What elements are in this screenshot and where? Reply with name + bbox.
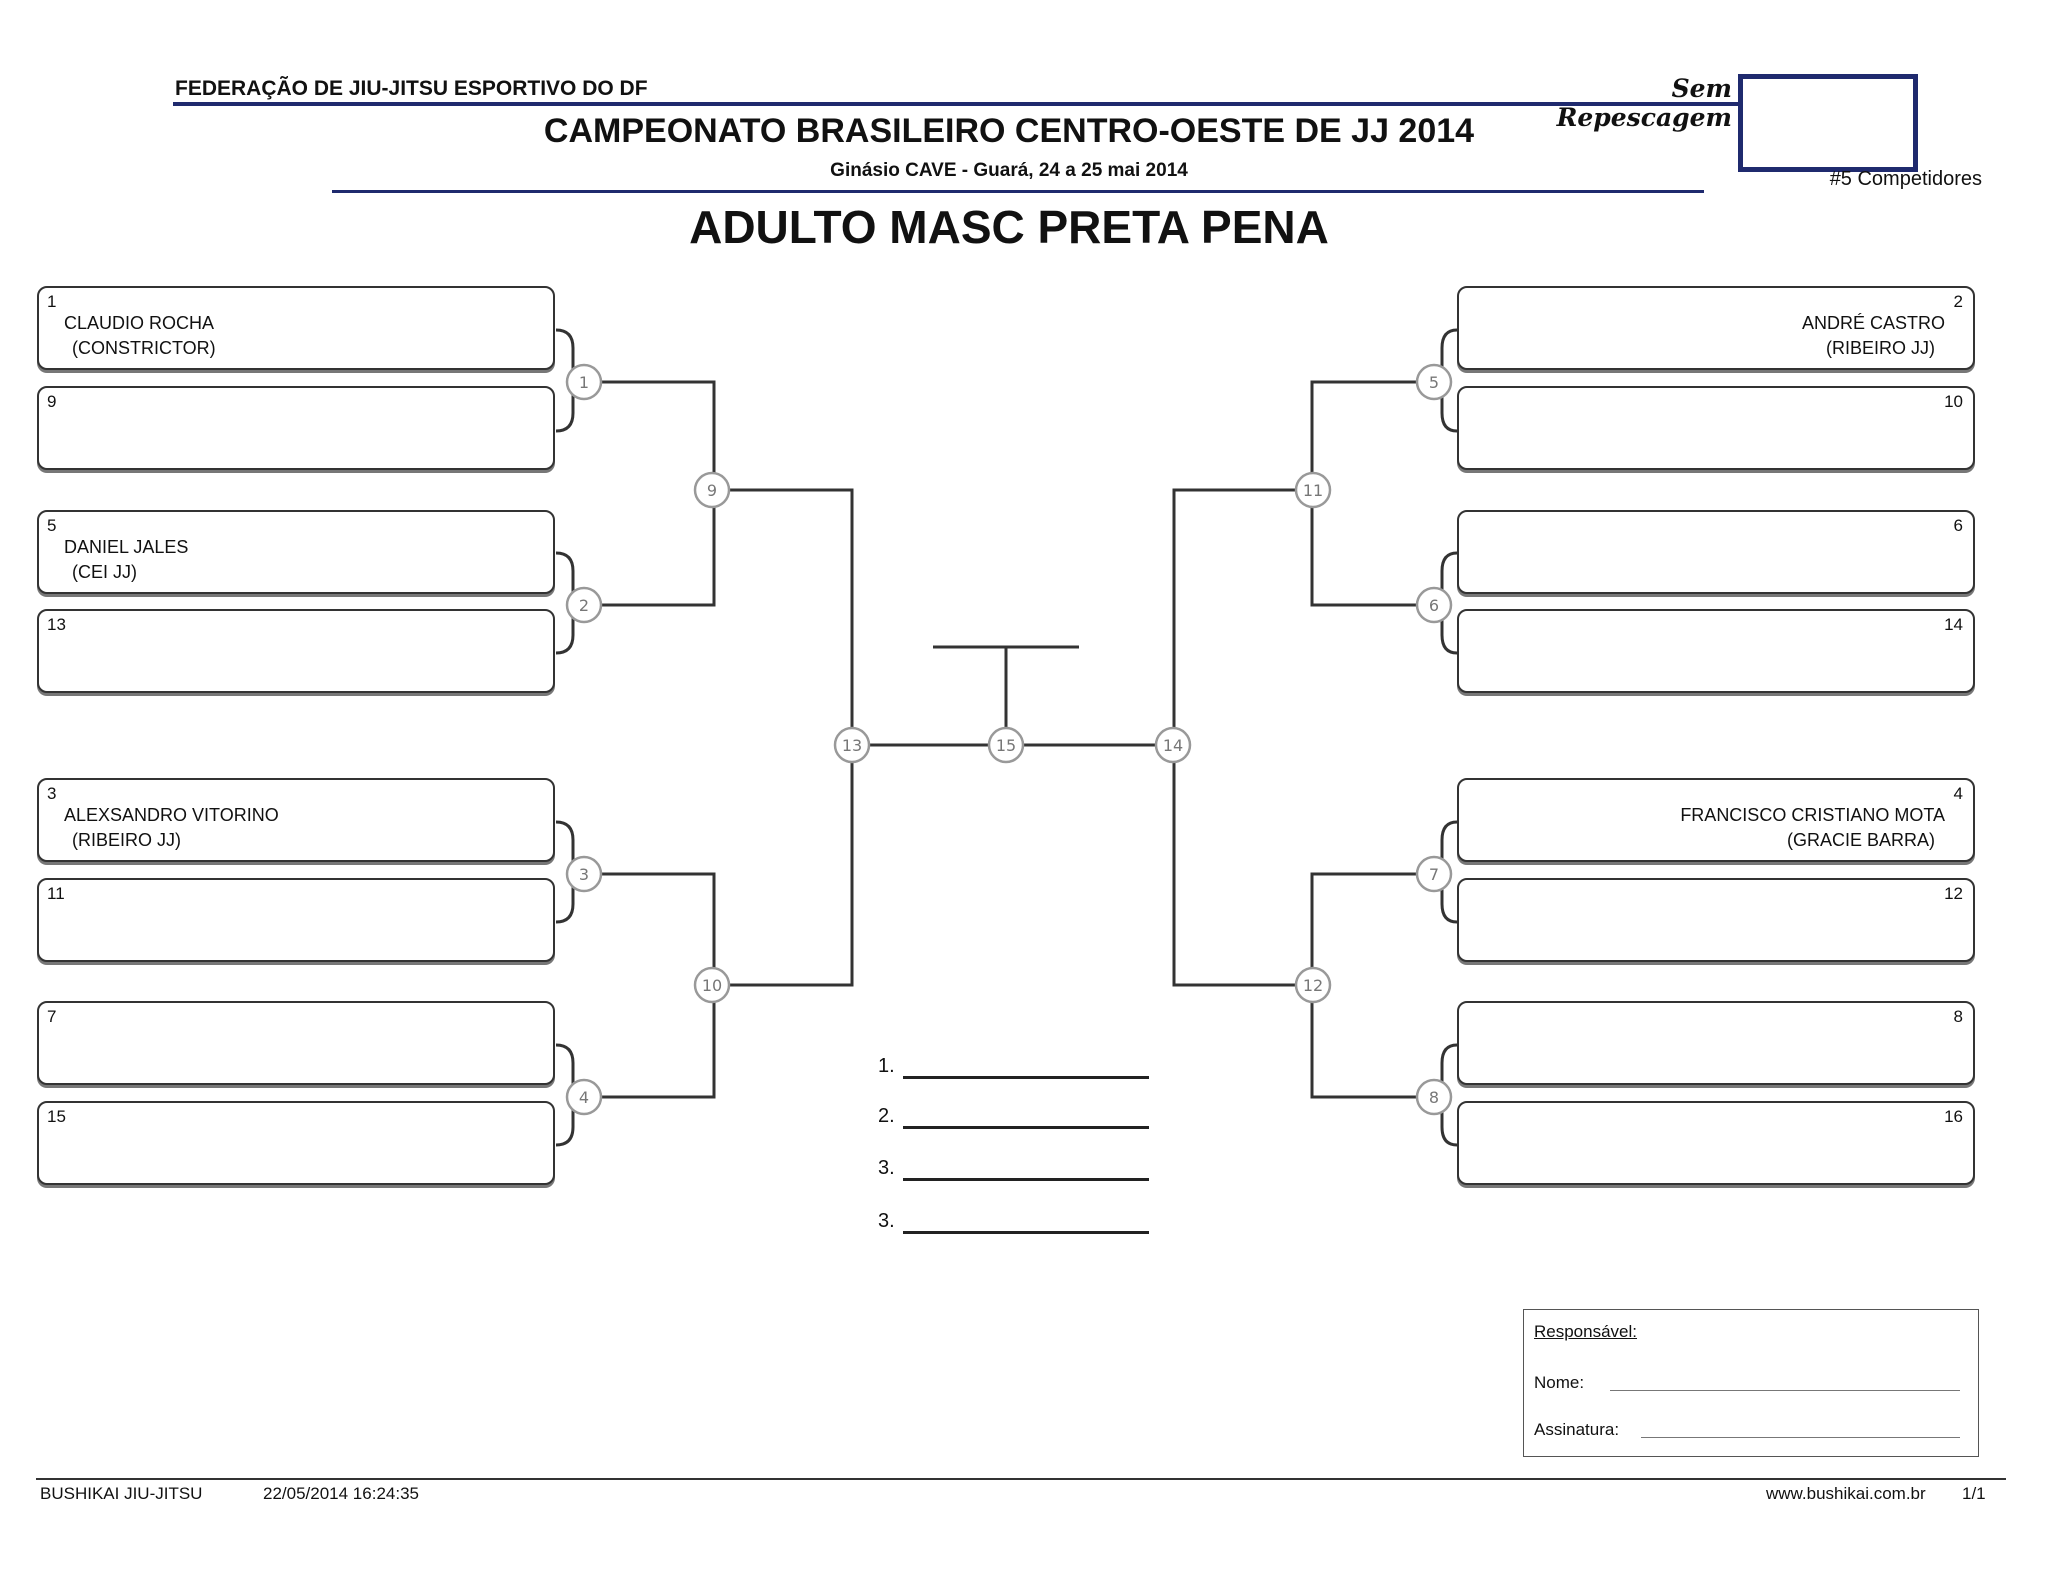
fight-number: 12 [1302, 976, 1324, 995]
footer-page: 1/1 [1962, 1484, 1986, 1503]
bracket-left-r3 [726, 490, 852, 985]
seed-number: 7 [47, 1007, 57, 1026]
footer-software: BUSHIKAI JIU-JITSU [40, 1484, 203, 1503]
seed-number: 10 [1944, 392, 1963, 411]
athlete-name: ANDRÉ CASTRO [1801, 313, 1945, 333]
fight-number: 14 [1162, 736, 1184, 755]
slot-seed-3 [37, 778, 555, 862]
fight-number: 9 [706, 481, 718, 500]
footer-divider [36, 1478, 2006, 1480]
fight-number: 15 [995, 736, 1017, 755]
fight-8-marker [1417, 1080, 1451, 1114]
podium-third-line-b [903, 1231, 1149, 1234]
responsible-title: Responsável: [1534, 1322, 1638, 1341]
fight-number: 10 [701, 976, 723, 995]
fight-7-marker [1417, 857, 1451, 891]
seed-number: 12 [1944, 884, 1963, 903]
podium-first-line [903, 1076, 1149, 1079]
seed-number: 9 [47, 392, 57, 411]
athlete-team: (RIBEIRO JJ) [72, 830, 182, 850]
athlete-team: (GRACIE BARRA) [1786, 830, 1935, 850]
slot-seed-10 [1457, 386, 1975, 470]
athlete-team: (CEI JJ) [72, 562, 137, 582]
fight-number: 2 [578, 596, 590, 615]
name-label: Nome: [1534, 1373, 1585, 1392]
bracket-right-r3 [1174, 490, 1298, 985]
fight-4-marker [567, 1080, 601, 1114]
slot-seed-11 [37, 878, 555, 962]
slot-seed-16 [1457, 1101, 1975, 1185]
slot-seed-8 [1457, 1001, 1975, 1085]
slot-seed-15 [37, 1101, 555, 1185]
event-title: CAMPEONATO BRASILEIRO CENTRO-OESTE DE JJ 2014 [543, 112, 1475, 150]
athlete-name: FRANCISCO CRISTIANO MOTA [1680, 805, 1945, 825]
seed-number: 15 [47, 1107, 66, 1126]
slot-seed-1 [37, 286, 555, 370]
fight-10-marker [695, 968, 729, 1002]
fight-1-marker [567, 365, 601, 399]
fight-number: 13 [841, 736, 863, 755]
fight-number: 3 [578, 865, 590, 884]
podium-first-label: 1. [878, 1055, 895, 1077]
fight-2-marker [567, 588, 601, 622]
fight-number: 5 [1428, 373, 1440, 392]
seed-number: 16 [1944, 1107, 1963, 1126]
athlete-name: DANIEL JALES [64, 537, 189, 557]
category-title: ADULTO MASC PRETA PENA [689, 201, 1329, 253]
seed-number: 2 [1953, 292, 1963, 311]
footer-timestamp: 22/05/2014 16:24:35 [263, 1484, 419, 1503]
podium-third-label-b: 3. [878, 1210, 895, 1232]
slot-seed-14 [1457, 609, 1975, 693]
seed-number: 8 [1953, 1007, 1963, 1026]
slot-seed-2 [1457, 286, 1975, 370]
fight-number: 11 [1302, 481, 1324, 500]
slot-seed-5 [37, 510, 555, 594]
fight-5-marker [1417, 365, 1451, 399]
fight-number: 6 [1428, 596, 1440, 615]
podium-second-line [903, 1126, 1149, 1129]
athlete-team: (RIBEIRO JJ) [1825, 338, 1935, 358]
podium-second-label: 2. [878, 1105, 895, 1127]
fight-13-marker [835, 728, 869, 762]
signature-label: Assinatura: [1534, 1420, 1620, 1439]
athlete-team: (CONSTRICTOR) [72, 338, 216, 358]
seed-number: 11 [47, 884, 65, 903]
fight-6-marker [1417, 588, 1451, 622]
slot-seed-12 [1457, 878, 1975, 962]
seed-number: 13 [47, 615, 66, 634]
slot-seed-9 [37, 386, 555, 470]
seed-number: 6 [1953, 516, 1963, 535]
fight-14-marker [1156, 728, 1190, 762]
fight-15-marker [989, 728, 1023, 762]
slot-seed-4 [1457, 778, 1975, 862]
seed-number: 1 [47, 292, 57, 311]
fight-12-marker [1296, 968, 1330, 1002]
fight-number: 7 [1428, 865, 1440, 884]
fight-number: 1 [578, 373, 590, 392]
podium-third-label-a: 3. [878, 1157, 895, 1179]
seed-number: 4 [1953, 784, 1963, 803]
slot-seed-13 [37, 609, 555, 693]
athlete-name: ALEXSANDRO VITORINO [64, 805, 279, 825]
competitor-count: #5 Competidores [1829, 168, 1982, 190]
seed-number: 3 [47, 784, 57, 803]
seed-number: 5 [47, 516, 57, 535]
no-repechage-label: Sem Repescagem [1556, 74, 1732, 132]
name-line[interactable] [1610, 1390, 1960, 1391]
slot-seed-7 [37, 1001, 555, 1085]
responsible-box [1523, 1309, 1979, 1457]
event-venue-date: Ginásio CAVE - Guará, 24 a 25 mai 2014 [830, 160, 1188, 181]
fight-number: 4 [578, 1088, 590, 1107]
organization-name: FEDERAÇÃO DE JIU-JITSU ESPORTIVO DO DF [175, 77, 648, 100]
athlete-name: CLAUDIO ROCHA [64, 313, 215, 333]
fight-3-marker [567, 857, 601, 891]
fight-11-marker [1296, 473, 1330, 507]
podium-third-line-a [903, 1178, 1149, 1181]
seed-number: 14 [1944, 615, 1963, 634]
footer-website: www.bushikai.com.br [1766, 1484, 1926, 1503]
signature-line[interactable] [1641, 1437, 1960, 1438]
fight-9-marker [695, 473, 729, 507]
fight-number: 8 [1428, 1088, 1440, 1107]
slot-seed-6 [1457, 510, 1975, 594]
